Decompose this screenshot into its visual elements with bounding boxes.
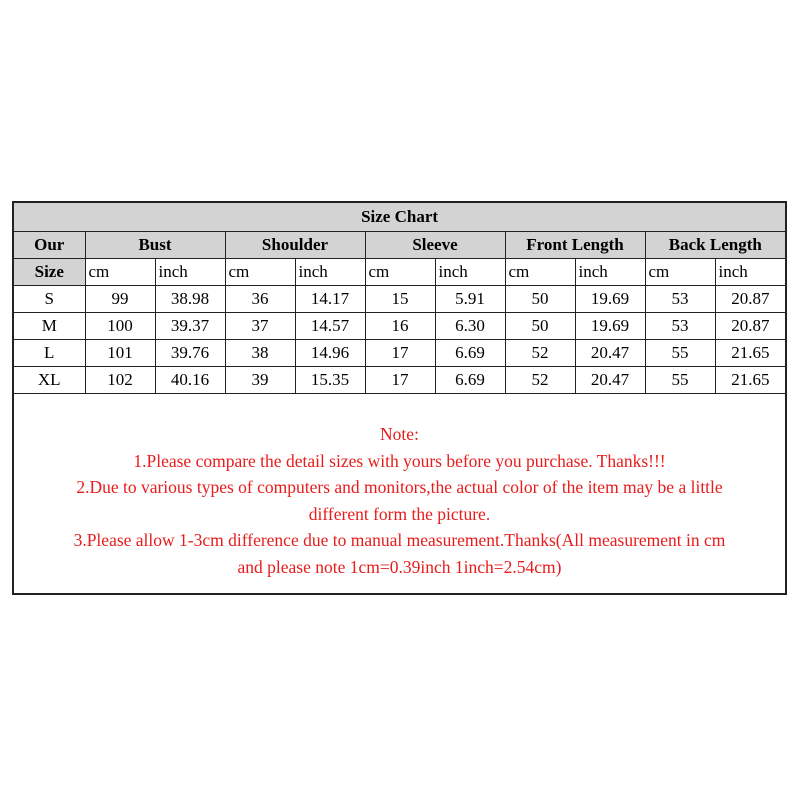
measurement-cell: 21.65	[715, 340, 785, 367]
notes-section	[14, 421, 785, 580]
measurement-cell: 6.30	[435, 313, 505, 340]
measurement-cell: 19.69	[575, 313, 645, 340]
measurement-cell: 55	[645, 367, 715, 394]
measurement-cell: 15	[365, 286, 435, 313]
measurement-cell: 52	[505, 340, 575, 367]
measurement-cell: 14.96	[295, 340, 365, 367]
column-group-header: Sleeve	[365, 232, 505, 259]
note-line: 3.Please allow 1-3cm difference due to manual measurement.Thanks(All measurement in cm	[73, 530, 726, 550]
measurement-cell: 14.57	[295, 313, 365, 340]
measurement-cell: 38.98	[155, 286, 225, 313]
unit-header: cm	[645, 259, 715, 286]
size-label: L	[14, 340, 85, 367]
unit-header: cm	[505, 259, 575, 286]
size-chart-panel	[12, 201, 787, 595]
measurement-cell: 52	[505, 367, 575, 394]
size-label: S	[14, 286, 85, 313]
unit-header: inch	[715, 259, 785, 286]
measurement-cell: 19.69	[575, 286, 645, 313]
size-header-top: Our	[14, 232, 85, 259]
size-label: XL	[14, 367, 85, 394]
measurement-cell: 99	[85, 286, 155, 313]
measurement-cell: 36	[225, 286, 295, 313]
measurement-cell: 39	[225, 367, 295, 394]
table-row	[14, 340, 785, 367]
unit-header: inch	[435, 259, 505, 286]
measurement-cell: 38	[225, 340, 295, 367]
measurement-cell: 6.69	[435, 340, 505, 367]
measurement-cell: 39.76	[155, 340, 225, 367]
measurement-cell: 5.91	[435, 286, 505, 313]
unit-header: inch	[155, 259, 225, 286]
measurement-cell: 20.87	[715, 286, 785, 313]
size-chart-table	[14, 203, 785, 394]
size-label: M	[14, 313, 85, 340]
size-header-bottom: Size	[14, 259, 85, 286]
measurement-cell: 16	[365, 313, 435, 340]
table-row	[14, 286, 785, 313]
measurement-cell: 20.47	[575, 340, 645, 367]
notes-heading: Note:	[380, 424, 419, 444]
chart-title: Size Chart	[14, 203, 785, 232]
measurement-cell: 50	[505, 286, 575, 313]
column-group-header: Shoulder	[225, 232, 365, 259]
unit-header: cm	[85, 259, 155, 286]
measurement-cell: 14.17	[295, 286, 365, 313]
measurement-cell: 102	[85, 367, 155, 394]
note-line: and please note 1cm=0.39inch 1inch=2.54cm)	[237, 556, 562, 577]
unit-header: cm	[365, 259, 435, 286]
measurement-cell: 20.47	[575, 367, 645, 394]
table-row	[14, 313, 785, 340]
measurement-cell: 39.37	[155, 313, 225, 340]
measurement-cell: 50	[505, 313, 575, 340]
note-line: 1.Please compare the detail sizes with yours before you purchase. Thanks!!!	[133, 450, 666, 471]
measurement-cell: 17	[365, 340, 435, 367]
table-row	[14, 367, 785, 394]
measurement-cell: 17	[365, 367, 435, 394]
measurement-cell: 40.16	[155, 367, 225, 394]
measurement-cell: 55	[645, 340, 715, 367]
measurement-cell: 53	[645, 286, 715, 313]
measurement-cell: 100	[85, 313, 155, 340]
measurement-cell: 6.69	[435, 367, 505, 394]
note-line: 2.Due to various types of computers and monitors,the actual color of the item may be a little	[76, 477, 723, 497]
measurement-cell: 53	[645, 313, 715, 340]
measurement-cell: 20.87	[715, 313, 785, 340]
unit-header: inch	[575, 259, 645, 286]
unit-header: inch	[295, 259, 365, 286]
note-line: different form the picture.	[308, 503, 491, 524]
measurement-cell: 37	[225, 313, 295, 340]
column-group-header: Front Length	[505, 232, 645, 259]
measurement-cell: 15.35	[295, 367, 365, 394]
column-group-header: Bust	[85, 232, 225, 259]
column-group-header: Back Length	[645, 232, 785, 259]
measurement-cell: 101	[85, 340, 155, 367]
measurement-cell: 21.65	[715, 367, 785, 394]
unit-header: cm	[225, 259, 295, 286]
